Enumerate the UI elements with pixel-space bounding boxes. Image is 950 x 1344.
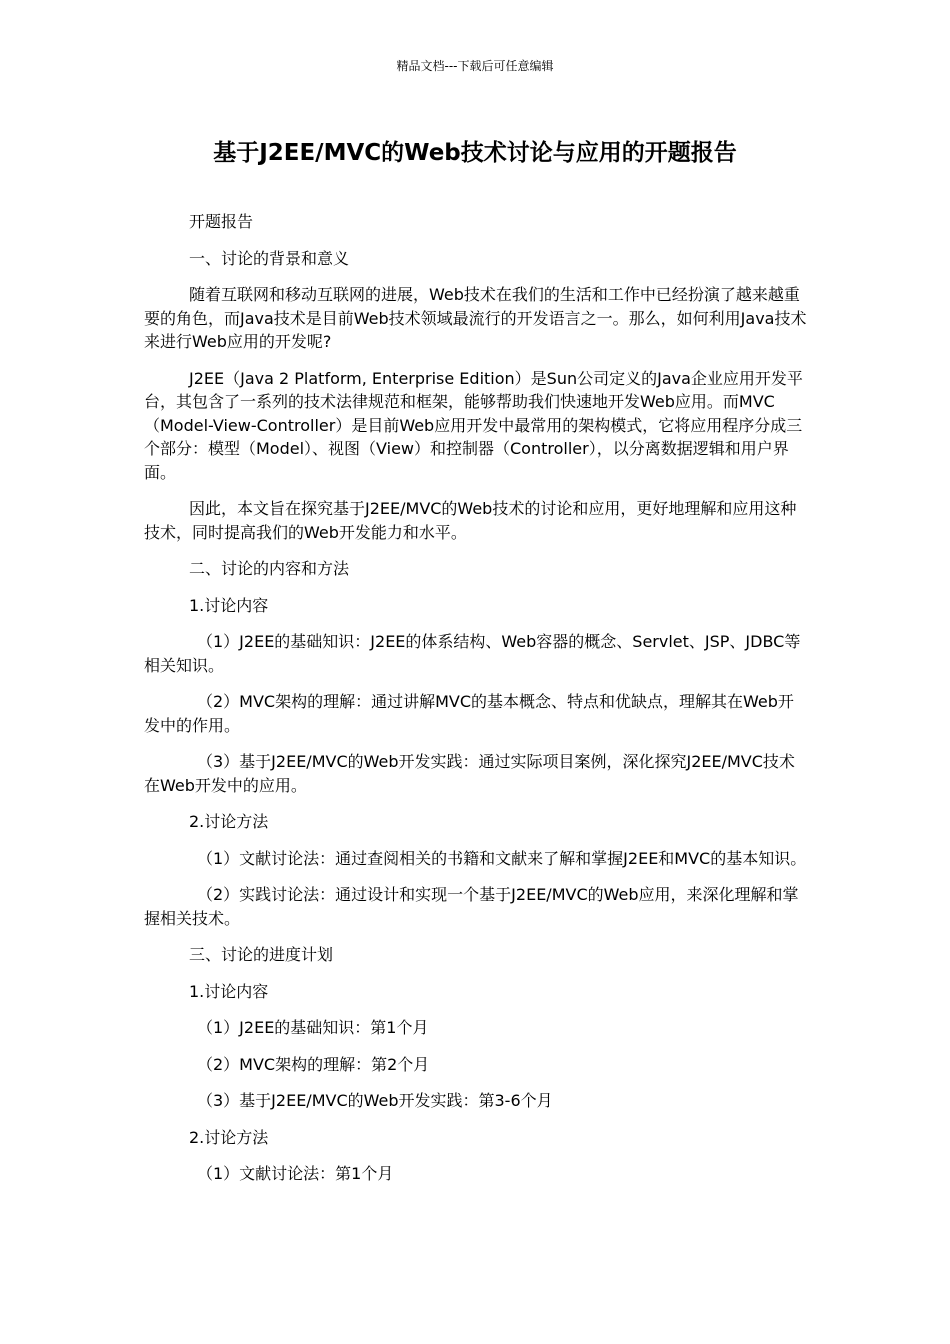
subheading-schedule-content: 1.讨论内容 <box>189 981 269 1001</box>
list-item-schedule-method-1: （1）文献讨论法：第1个月 <box>197 1164 394 1183</box>
list-item-schedule-3: （3）基于J2EE/MVC的Web开发实践：第3-6个月 <box>197 1091 553 1110</box>
section-heading-content-method: 二、讨论的内容和方法 <box>189 559 350 578</box>
page-header: 精品文档---下载后可任意编辑 <box>396 59 554 73</box>
list-item-content-3: （3）基于J2EE/MVC的Web开发实践：通过实际项目案例，深化探究J2EE/MVC技术在Web开发中的应用。 <box>144 752 795 795</box>
list-item-method-1: （1）文献讨论法：通过查阅相关的书籍和文献来了解和掌握J2EE和MVC的基本知识。 <box>197 848 807 868</box>
document-body <box>144 210 808 1199</box>
section-heading-schedule: 三、讨论的进度计划 <box>189 945 334 964</box>
list-item-method-2: （2）实践讨论法：通过设计和实现一个基于J2EE/MVC的Web应用，来深化理解和掌握相关技术。 <box>144 885 799 928</box>
list-item-schedule-1: （1）J2EE的基础知识：第1个月 <box>197 1018 429 1037</box>
subheading-schedule-method: 2.讨论方法 <box>189 1127 269 1147</box>
subheading-content: 1.讨论内容 <box>189 595 269 615</box>
paragraph-background-1: 随着互联网和移动互联网的进展，Web技术在我们的生活和工作中已经扮演了越来越重要的角色，而Java技术是目前Web技术领域最流行的开发语言之一。那么，如何利用Java技术来进行Web应用的开发呢? <box>144 285 807 351</box>
list-item-content-1: （1）J2EE的基础知识：J2EE的体系结构、Web容器的概念、Servlet、JSP、JDBC等相关知识。 <box>144 632 801 675</box>
section-heading-background: 一、讨论的背景和意义 <box>189 248 350 268</box>
paragraph-background-2: J2EE（Java 2 Platform, Enterprise Edition）是Sun公司定义的Java企业应用开发平台，其包含了一系列的技术法律规范和框架，能够帮助我们快速地开发Web应用。而MVC（Model-View-Controller）是目前Web应用开发中最常用的架构模式，它将应用程序分成三个部分：模型（Model）、视图（View）和控制器（Controller），以分离数据逻辑和用户界面。 <box>144 368 803 482</box>
document-title: 基于J2EE/MVC的Web技术讨论与应用的开题报告 <box>213 140 737 166</box>
list-item-content-2: （2）MVC架构的理解：通过讲解MVC的基本概念、特点和优缺点，理解其在Web开发中的作用。 <box>144 692 794 735</box>
paragraph-report-label: 开题报告 <box>189 212 254 231</box>
subheading-method: 2.讨论方法 <box>189 812 269 831</box>
list-item-schedule-2: （2）MVC架构的理解：第2个月 <box>197 1054 430 1074</box>
paragraph-background-3: 因此，本文旨在探究基于J2EE/MVC的Web技术的讨论和应用，更好地理解和应用这种技术，同时提高我们的Web开发能力和水平。 <box>144 499 797 542</box>
